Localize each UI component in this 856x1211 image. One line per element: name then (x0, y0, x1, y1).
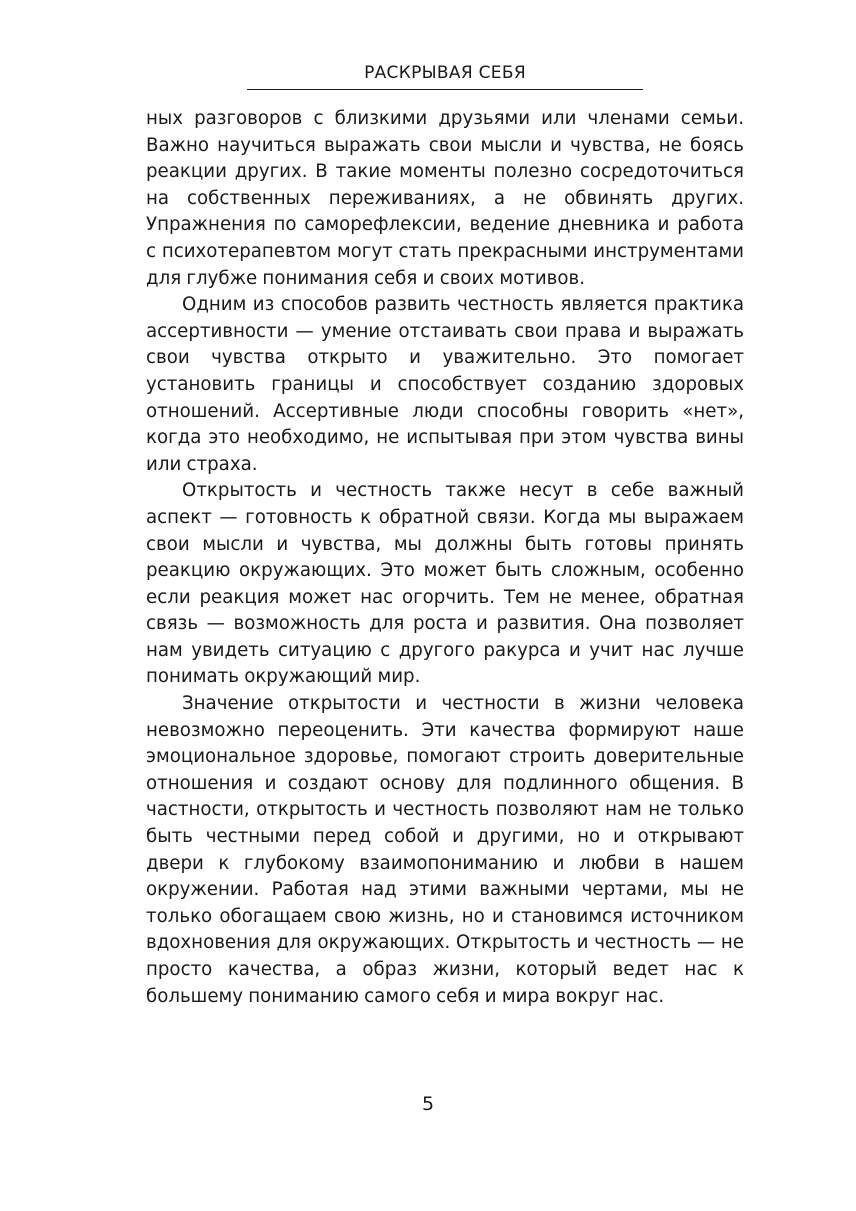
header-rule (247, 89, 643, 90)
body-text (146, 106, 744, 1010)
paragraph-feedback: Открытость и честность также несут в себе важный аспект — готовность к обратной связи. Когда мы выражаем свои мысли и чувства, мы должны быть готовы принять реакцию окружающих. Это может быть сложным, особенно если реакция может нас огорчить. Тем не менее, обратная связь — возможность для роста и развития. Она позволяет нам увидеть ситуацию с другого ракурса и учит нас лучше понимать окружающий мир. (146, 480, 744, 688)
paragraph-continued: ных разговоров с близкими друзьями или членами семьи. Важно научиться выражать свои мысли и чувства, не боясь реакции других. В такие моменты полезно сосредоточиться на собственных переживаниях, а не обвинять других. Упражнения по саморефлексии, ведение дневника и работа с психотерапевтом могут стать прекрасными инструментами для глубже понимания себя и своих мотивов. (146, 108, 744, 289)
paragraph-assertiveness: Одним из способов развить честность является практика ассертивности — умение отстаивать свои права и выражать свои чувства открыто и уважительно. Это помогает установить границы и способствует созданию здоровых отношений. Ассертивные люди способны говорить «нет», когда это необходимо, не испытывая при этом чувства вины или страха. (146, 294, 744, 475)
paragraph-conclusion: Значение открытости и честности в жизни человека невозможно переоценить. Эти качества формируют наше эмоциональное здоровье, помогают строить доверительные отношения и создают основу для подлинного общения. В частности, открытость и честность позволяют нам не только быть честными перед собой и другими, но и открывают двери к глубокому взаимопониманию и любви в нашем окружении. Работая над этими важными чертами, мы не только обогащаем свою жизнь, но и становимся источником вдохновения для окружающих. Открытость и честность — не просто качества, а образ жизни, который ведет нас к большему пониманию самого себя и мира вокруг нас. (146, 693, 744, 1007)
running-header: РАСКРЫВАЯ СЕБЯ (364, 63, 526, 83)
page-number: 5 (421, 1093, 435, 1115)
